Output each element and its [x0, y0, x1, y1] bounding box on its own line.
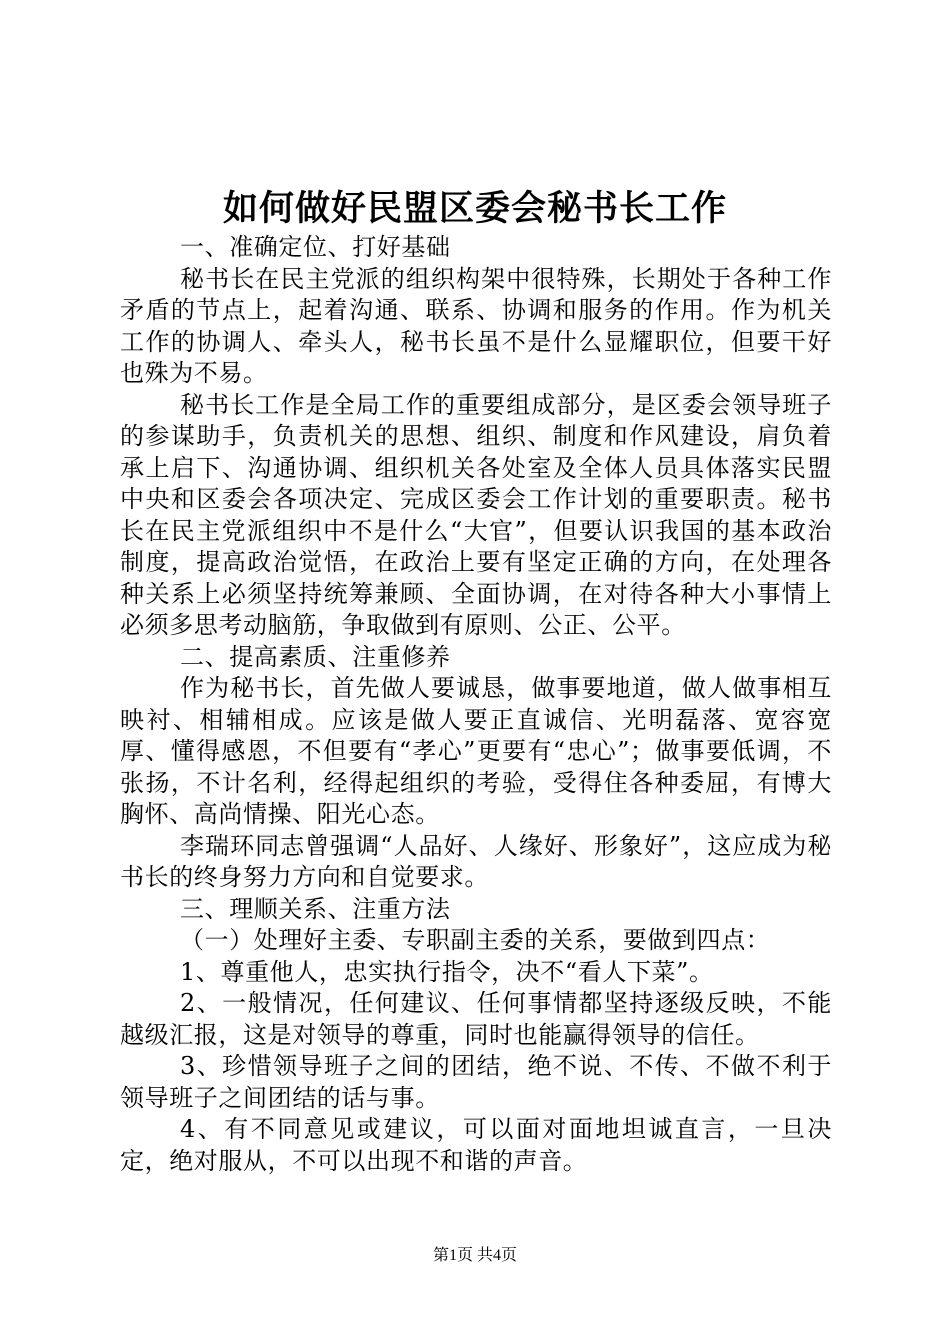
paragraph: 秘书长在民主党派的组织构架中很特殊，长期处于各种工作矛盾的节点上，起着沟通、联系、协调和服务的作用。作为机关工作的协调人、牵头人，秘书长虽不是什么显耀职位，但要干好也殊为不易。: [120, 264, 832, 387]
list-item: 4、有不同意见或建议，可以面对面地坦诚直言，一旦决定，绝对服从，不可以出现不和谐的声音。: [120, 1115, 832, 1175]
paragraph: 秘书长工作是全局工作的重要组成部分，是区委会领导班子的参谋助手，负责机关的思想、组织、制度和作风建设，肩负着承上启下、沟通协调、组织机关各处室及全体人员具体落实民盟中央和区委会各项决定、完成区委会工作计划的重要职责。秘书长在民主党派组织中不是什么“大官”，但要认识我国的基本政治制度，提高政治觉悟，在政治上要有坚定正确的方向，在处理各种关系上必须坚持统筹兼顾、全面协调，在对待各种大小事情上必须多思考动脑筋，争取做到有原则、公正、公平。: [120, 390, 832, 639]
section-heading-3: 三、理顺关系、注重方法: [180, 894, 451, 923]
paragraph: 李瑞环同志曾强调“人品好、人缘好、形象好”，这应成为秘书长的终身努力方向和自觉要求。: [120, 831, 832, 891]
document-title: 如何做好民盟区委会秘书长工作: [222, 188, 727, 229]
subsection-heading: （一）处理好主委、专职副主委的关系，要做到四点：: [180, 926, 771, 954]
list-item: 2、一般情况，任何建议、任何事情都坚持逐级反映，不能越级汇报，这是对领导的尊重，同时也能赢得领导的信任。: [120, 989, 832, 1049]
paragraph: 作为秘书长，首先做人要诚恳，做事要地道，做人做事相互映衬、相辅相成。应该是做人要正直诚信、光明磊落、宽容宽厚、懂得感恩，不但要有“孝心”更要有“忠心”；做事要低调，不张扬，不计名利，经得起组织的考验，受得住各种委屈，有博大胸怀、高尚情操、阳光心态。: [120, 674, 832, 828]
document-body: [120, 232, 832, 1177]
list-item: 3、珍惜领导班子之间的团结，绝不说、不传、不做不利于领导班子之间团结的话与事。: [120, 1052, 832, 1112]
page-number-footer: 第1页 共4页: [432, 1247, 517, 1264]
list-item: 1、尊重他人，忠实执行指令，决不“看人下菜”。: [180, 957, 714, 986]
section-heading-2: 二、提高素质、注重修养: [180, 642, 451, 671]
section-heading-1: 一、准确定位、打好基础: [180, 233, 451, 261]
